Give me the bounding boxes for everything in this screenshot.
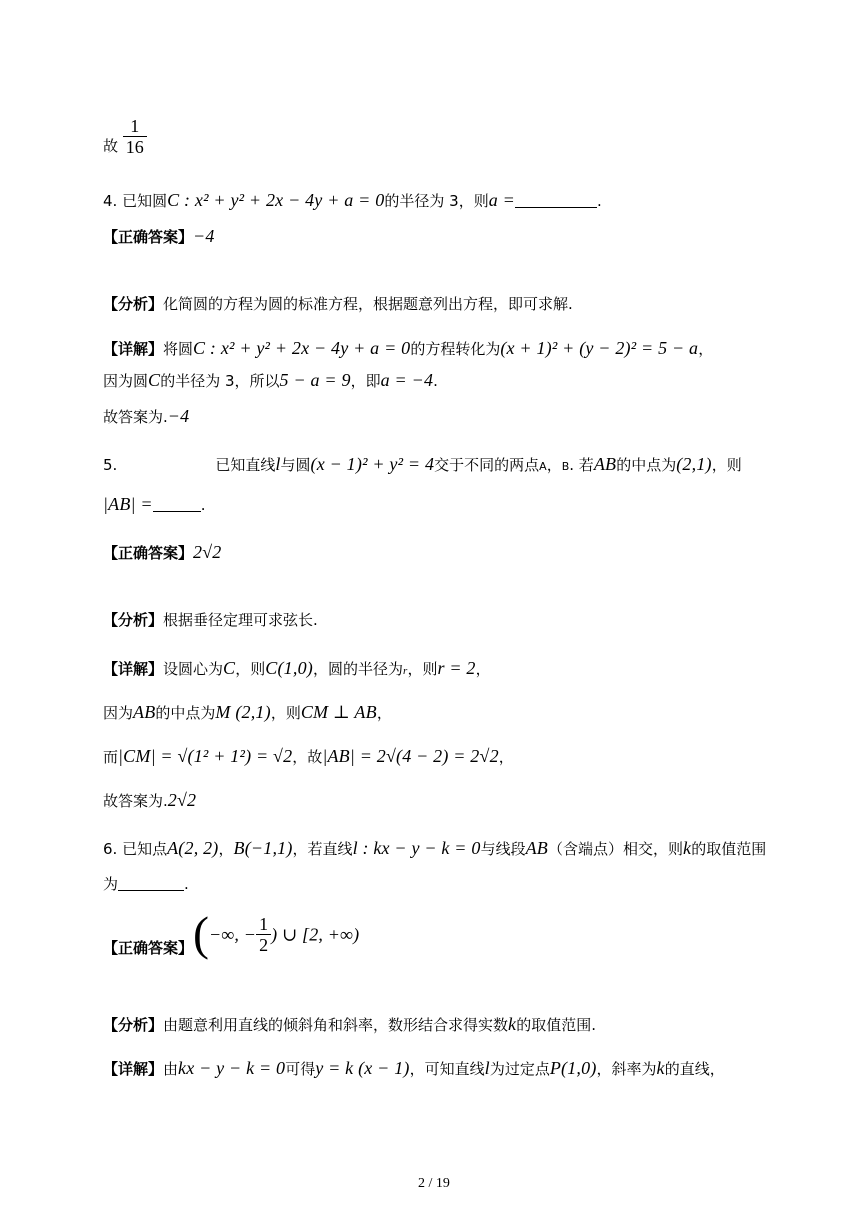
q4-detail-2	[103, 368, 438, 393]
q5-correct-answer	[103, 540, 222, 565]
answer-value: −4	[167, 406, 190, 426]
detail-text: ，	[376, 704, 392, 722]
detail-text: 设圆心为	[163, 660, 224, 678]
point-a: A	[539, 460, 547, 473]
interval-fraction	[256, 914, 271, 955]
detail-text: ，则	[270, 704, 301, 722]
question-number: 6.	[103, 840, 118, 858]
question-text: （含端点）相交，则	[547, 840, 683, 858]
answer-blank	[153, 495, 201, 512]
variable-l: l	[484, 1058, 490, 1078]
fixed-point: P(1,0)	[549, 1058, 597, 1078]
question-6-line-2	[103, 872, 189, 896]
question-text: 交于不同的两点	[434, 456, 540, 474]
analysis-text: 由题意利用直线的倾斜角和斜率，数形结合求得实数	[163, 1016, 509, 1034]
detail-text: 故答案为.	[103, 408, 168, 426]
detail-label: 【详解】	[103, 660, 164, 678]
analysis-label: 【分析】	[103, 1016, 164, 1034]
point-a: A(2, 2)	[167, 838, 219, 858]
detail-text: ，可知直线	[409, 1060, 485, 1078]
q5-detail-1	[103, 656, 491, 683]
question-text: .	[200, 496, 206, 514]
question-text: ，若直线	[292, 840, 353, 858]
point-b: B	[561, 460, 570, 473]
variable-k: k	[508, 1014, 517, 1034]
variable-c: C	[223, 658, 236, 678]
fraction-denominator: 2	[259, 935, 269, 955]
line-equation: kx − y − k = 0	[178, 1058, 286, 1078]
question-text: 的半径为 3，则	[384, 192, 489, 210]
detail-text: .	[433, 372, 438, 390]
detail-text: 的半径为 3，所以	[160, 372, 280, 390]
equation: |CM| = √(1² + 1²) = √2	[118, 746, 293, 766]
detail-text: 将圆	[163, 340, 194, 358]
detail-text: ，则	[407, 660, 438, 678]
detail-text: 故答案为.	[103, 792, 168, 810]
q4-detail-1	[103, 336, 713, 361]
line-equation: l : kx − y − k = 0	[352, 838, 481, 858]
detail-text: 由	[163, 1060, 179, 1078]
variable-k: k	[682, 838, 692, 858]
line-equation: y = k (x − 1)	[315, 1058, 410, 1078]
answer-label: 【正确答案】	[103, 228, 194, 246]
segment-ab: AB	[593, 454, 617, 474]
detail-text: 的方程转化为	[410, 340, 501, 358]
q4-correct-answer	[103, 224, 215, 249]
answer-value: 2√2	[167, 790, 197, 810]
point-b: B(−1,1)	[233, 838, 293, 858]
answer-blank	[118, 874, 184, 891]
analysis-text: 化简圆的方程为圆的标准方程，根据题意列出方程，即可求解.	[163, 295, 573, 313]
q3-tail	[103, 116, 147, 158]
question-text: 已知点	[122, 840, 168, 858]
variable-c: C	[148, 370, 161, 390]
answer-blank	[515, 191, 597, 208]
answer-label: 【正确答案】	[103, 939, 194, 957]
detail-text: ，	[498, 748, 514, 766]
detail-text: 的直线，	[664, 1060, 725, 1078]
circle-equation: C : x² + y² + 2x − 4y + a = 0	[167, 190, 385, 210]
interval-left: −∞, −	[209, 924, 257, 945]
question-text: 的取值范围	[691, 840, 767, 858]
detail-label: 【详解】	[103, 340, 164, 358]
equation: a = −4	[380, 370, 434, 390]
detail-text: ，圆的半径为	[312, 660, 403, 678]
question-text: .	[184, 875, 189, 893]
detail-text: ，斜率为	[596, 1060, 657, 1078]
q3-tail-fraction	[123, 116, 147, 157]
detail-text: ，	[698, 340, 714, 358]
question-5-line-2	[103, 492, 206, 517]
question-text: 为	[103, 875, 119, 893]
variable-r: r	[402, 665, 408, 677]
question-number: 4.	[103, 192, 118, 210]
detail-text: ，	[475, 660, 491, 678]
standard-equation: (x + 1)² + (y − 2)² = 5 − a	[500, 338, 699, 358]
detail-text: ，即	[350, 372, 381, 390]
detail-text: 为过定点	[489, 1060, 550, 1078]
length-ab: |AB| =	[103, 494, 153, 514]
detail-text: 可得	[285, 1060, 316, 1078]
question-text: 已知直线	[215, 456, 276, 474]
question-4	[103, 188, 602, 213]
q6-analysis	[103, 1012, 596, 1037]
fraction-denominator: 16	[125, 137, 144, 157]
detail-text: 因为	[103, 704, 134, 722]
analysis-label: 【分析】	[103, 611, 164, 629]
q6-detail-1	[103, 1056, 725, 1081]
question-text: 与圆	[280, 456, 311, 474]
q5-detail-2	[103, 700, 392, 725]
detail-text: 的中点为	[155, 704, 216, 722]
question-text: 与线段	[480, 840, 526, 858]
question-text: 的中点为	[616, 456, 677, 474]
question-6-line-1	[103, 836, 766, 861]
variable-l: l	[275, 454, 281, 474]
equation: 5 − a = 9	[279, 370, 351, 390]
interval-right: ) ∪ [2, +∞)	[271, 924, 360, 945]
segment-ab: AB	[133, 702, 156, 722]
detail-text: ，则	[235, 660, 266, 678]
q4-detail-3	[103, 404, 189, 429]
segment-ab: AB	[525, 838, 548, 858]
center-point: C(1,0)	[265, 658, 313, 678]
q4-analysis	[103, 292, 573, 316]
circle-equation: C : x² + y² + 2x − 4y + a = 0	[193, 338, 411, 358]
question-text: 已知圆	[122, 192, 168, 210]
fraction-numerator: 1	[256, 914, 271, 935]
perpendicular-relation: CM ⊥ AB	[300, 702, 377, 722]
page-number: 2 / 19	[418, 1176, 450, 1191]
midpoint: M (2,1)	[215, 702, 271, 722]
q5-detail-4	[103, 788, 196, 813]
detail-text: ，故	[292, 748, 323, 766]
question-5-line-1	[103, 452, 742, 479]
midpoint: (2,1)	[676, 454, 712, 474]
circle-equation: (x − 1)² + y² = 4	[310, 454, 435, 474]
answer-label: 【正确答案】	[103, 544, 194, 562]
analysis-text: 的取值范围.	[516, 1016, 597, 1034]
detail-label: 【详解】	[103, 1060, 164, 1078]
equation: |AB| = 2√(4 − 2) = 2√2	[322, 746, 499, 766]
question-text: ，	[546, 456, 562, 474]
q3-tail-prefix: 故	[103, 137, 119, 155]
question-text: ，	[218, 840, 234, 858]
equation: r = 2	[437, 658, 476, 678]
question-text: .	[596, 192, 602, 210]
answer-value: −4	[193, 226, 215, 246]
analysis-label: 【分析】	[103, 295, 164, 313]
q5-detail-3	[103, 744, 514, 769]
q5-analysis	[103, 608, 318, 632]
variable-a: a =	[488, 190, 515, 210]
open-paren: (	[193, 907, 209, 961]
question-number: 5.	[103, 456, 118, 474]
variable-k: k	[656, 1058, 665, 1078]
detail-text: 而	[103, 748, 119, 766]
question-text: ，则	[711, 456, 742, 474]
question-text: . 若	[569, 456, 594, 474]
analysis-text: 根据垂径定理可求弦长.	[163, 611, 318, 629]
detail-text: 因为圆	[103, 372, 149, 390]
answer-value: 2√2	[193, 542, 222, 562]
q6-correct-answer	[103, 904, 359, 978]
fraction-numerator: 1	[123, 116, 147, 137]
